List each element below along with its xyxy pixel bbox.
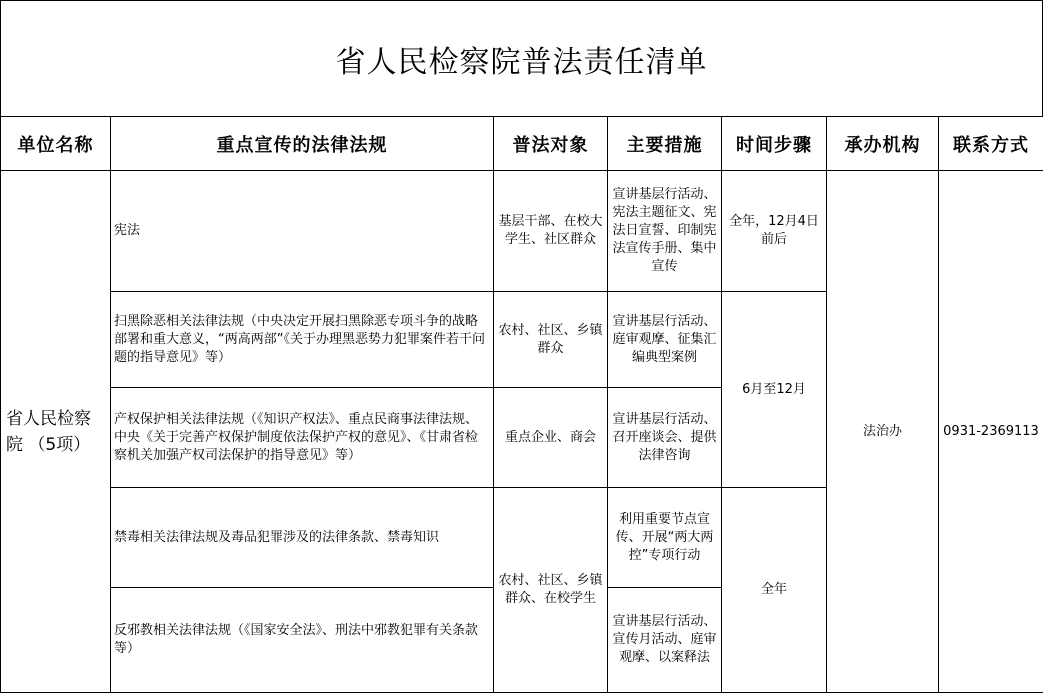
header-target: 普法对象	[494, 117, 608, 171]
time-cell: 全年，12月4日前后	[722, 171, 827, 292]
responsibility-table	[0, 116, 1043, 693]
table-header-row	[1, 117, 1043, 171]
law-cell: 产权保护相关法律法规（《知识产权法》、重点民商事法律法规、中央《关于完善产权保护制度依法保护产权的意见》、《甘肃省检察机关加强产权司法保护的指导意见》等）	[111, 388, 494, 488]
measure-cell: 利用重要节点宣传、开展“两大两控”专项行动	[608, 488, 722, 588]
law-cell: 禁毒相关法律法规及毒品犯罪涉及的法律条款、禁毒知识	[111, 488, 494, 588]
header-time: 时间步骤	[722, 117, 827, 171]
target-cell: 重点企业、商会	[494, 388, 608, 488]
measure-cell: 宣讲基层行活动、宪法主题征文、宪法日宣誓、印制宪法宣传手册、集中宣传	[608, 171, 722, 292]
measure-cell: 宣讲基层行活动、庭审观摩、征集汇编典型案例	[608, 292, 722, 388]
header-measures: 主要措施	[608, 117, 722, 171]
contact-cell: 0931-2369113	[939, 171, 1043, 693]
measure-cell: 宣讲基层行活动、召开座谈会、提供法律咨询	[608, 388, 722, 488]
header-laws: 重点宣传的法律法规	[111, 117, 494, 171]
organizer-cell: 法治办	[827, 171, 939, 693]
header-contact: 联系方式	[939, 117, 1043, 171]
header-unit: 单位名称	[1, 117, 111, 171]
law-cell: 扫黑除恶相关法律法规（中央决定开展扫黑除恶专项斗争的战略部署和重大意义，“两高两部”《关于办理黑恶势力犯罪案件若干问题的指导意见》等）	[111, 292, 494, 388]
measure-cell: 宣讲基层行活动、宣传月活动、庭审观摩、以案释法	[608, 588, 722, 693]
table-row	[1, 171, 1043, 292]
target-cell: 基层干部、在校大学生、社区群众	[494, 171, 608, 292]
document-title: 省人民检察院普法责任清单	[0, 0, 1043, 116]
law-cell: 宪法	[111, 171, 494, 292]
header-organizer: 承办机构	[827, 117, 939, 171]
unit-cell: 省人民检察院 （5项）	[1, 171, 111, 693]
target-cell: 农村、社区、乡镇群众、在校学生	[494, 488, 608, 693]
time-cell: 6月至12月	[722, 292, 827, 488]
target-cell: 农村、社区、乡镇群众	[494, 292, 608, 388]
time-cell: 全年	[722, 488, 827, 693]
law-cell: 反邪教相关法律法规（《国家安全法》、刑法中邪教犯罪有关条款等）	[111, 588, 494, 693]
